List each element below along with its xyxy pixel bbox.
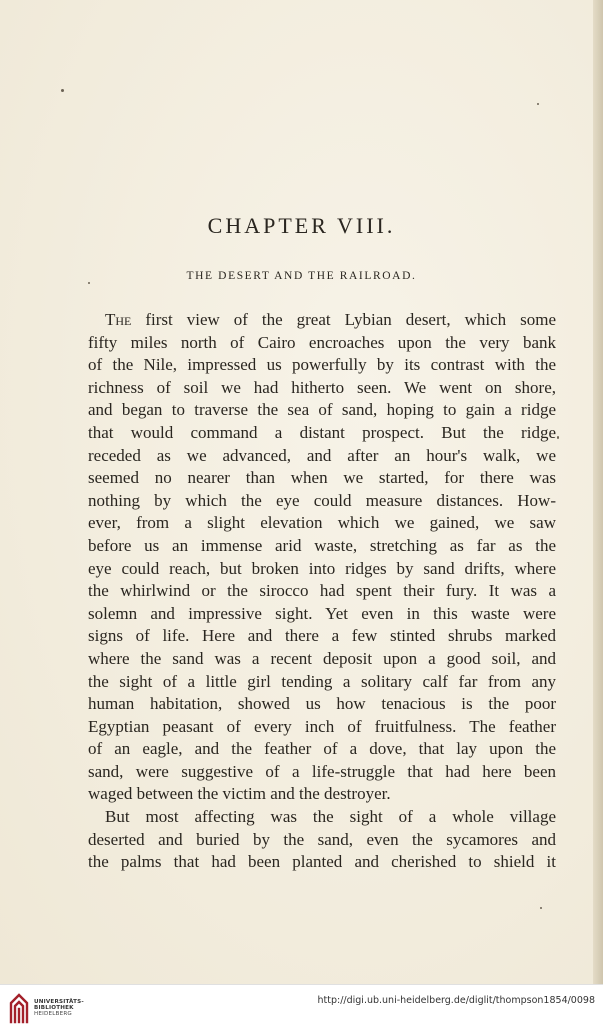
- text-line: before us an immense arid waste, stretching as far as the: [88, 535, 556, 555]
- text-line: seemed no nearer than when we started, for there was: [88, 468, 556, 488]
- text-line: sand, were suggestive of a life-struggle that had here been: [88, 761, 556, 781]
- text-line: that would command a distant prospect. But the ridge: [88, 422, 556, 442]
- paper-speck: [540, 907, 542, 909]
- text-line: signs of life. Here and there a few stinted shrubs marked: [88, 626, 556, 646]
- text-line: deserted and buried by the sand, even the sycamores and: [88, 829, 556, 849]
- text-line: Egyptian peasant of every inch of fruitfulness. The feather: [88, 716, 556, 736]
- text-line: of the Nile, impressed us powerfully by its contrast with the: [88, 355, 556, 375]
- text-line: eye could reach, but broken into ridges by sand drifts, where: [88, 558, 556, 578]
- text-line: richness of soil we had hitherto seen. We went on shore,: [88, 377, 556, 397]
- text-line: solemn and impressive sight. Yet even in this waste were: [88, 603, 556, 623]
- body-text: [88, 309, 556, 874]
- text-line: ever, from a slight elevation which we gained, we saw: [88, 513, 556, 533]
- text-line: But most affecting was the sight of a whole village: [105, 807, 556, 827]
- university-seal-icon[interactable]: [8, 991, 30, 1025]
- paper-speck: [537, 103, 539, 105]
- text-line: fifty miles north of Cairo encroaches upon the very bank: [88, 332, 556, 352]
- paper-speck: [88, 282, 90, 284]
- page-edge: [593, 0, 603, 984]
- paper-speck: [557, 436, 559, 439]
- text-line: receded as we advanced, and after an hour's walk, we: [88, 445, 556, 465]
- text-line: human habitation, showed us how tenacious is the poor: [88, 694, 556, 714]
- library-name-line: HEIDELBERG: [34, 1011, 72, 1018]
- text-line: where the sand was a recent deposit upon a good soil, and: [88, 648, 556, 668]
- paper-speck: [61, 89, 64, 92]
- text-line: nothing by which the eye could measure distances. How-: [88, 490, 556, 510]
- section-title: THE DESERT AND THE RAILROAD.: [186, 270, 417, 282]
- text-line: of an eagle, and the feather of a dove, that lay upon the: [88, 739, 556, 759]
- text-line: the palms that had been planted and cherished to shield it: [88, 852, 556, 872]
- text-line: The first view of the great Lybian desert, which some: [105, 310, 556, 329]
- source-url-link[interactable]: http://digi.ub.uni-heidelberg.de/diglit/thompson1854/0098: [317, 995, 595, 1006]
- text-line: the sight of a little girl tending a solitary calf far from any: [88, 671, 556, 691]
- viewer-footer: [0, 984, 603, 1031]
- chapter-title: CHAPTER VIII.: [207, 213, 396, 238]
- text-line: and began to traverse the sea of sand, hoping to gain a ridge: [88, 400, 556, 420]
- opening-word: The: [105, 310, 132, 329]
- text-line: waged between the victim and the destroyer.: [88, 784, 391, 804]
- library-name-line: UNIVERSITÄTS-: [34, 999, 84, 1005]
- library-name-line: BIBLIOTHEK: [34, 1005, 74, 1012]
- library-name[interactable]: [34, 999, 84, 1018]
- text-line: the whirlwind or the sirocco had spent their fury. It was a: [88, 581, 556, 601]
